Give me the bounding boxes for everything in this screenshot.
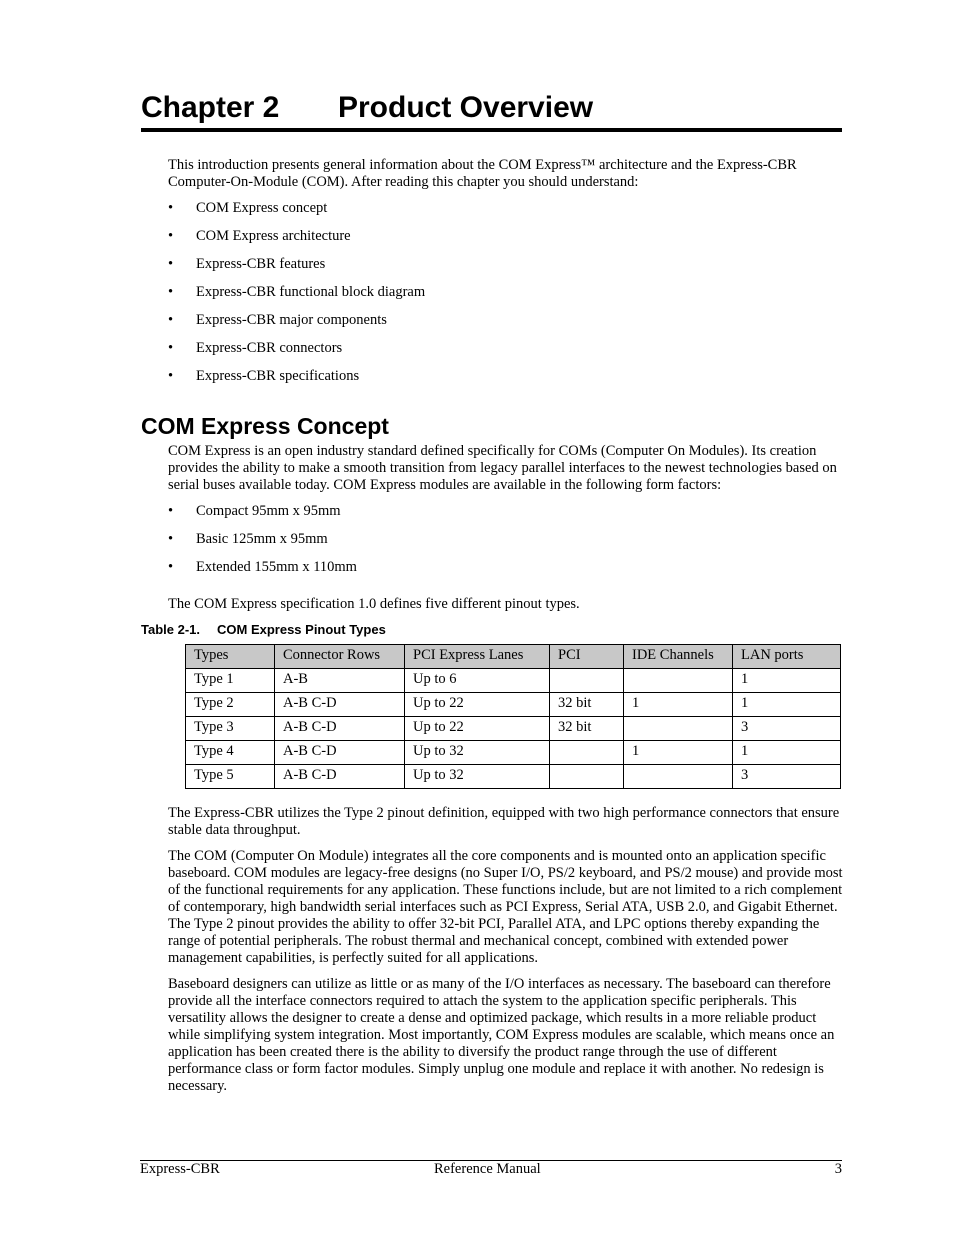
bullet-icon: •	[168, 284, 174, 300]
table-caption	[141, 622, 844, 638]
table-cell: A-B C-D	[275, 765, 405, 789]
table-caption-number: Table 2-1.	[141, 622, 201, 637]
table-cell: 32 bit	[550, 717, 624, 741]
column-header: Types	[186, 645, 275, 669]
table-row	[186, 741, 841, 765]
table-cell: Type 1	[186, 669, 275, 693]
table-cell: Type 5	[186, 765, 275, 789]
table-cell	[550, 669, 624, 693]
table-cell: 3	[733, 765, 841, 789]
table-row	[186, 765, 841, 789]
table-cell: 1	[733, 741, 841, 765]
body-paragraph: Baseboard designers can utilize as little or as many of the I/O interfaces as necessary. The baseboard can therefore provide all the interface connectors required to attach the system to the application specific peripherals. This versatility allows the designer to create a dense and optimized package, which results in a more reliable product while simplifying system integration. Most importantly, COM Express modules are scalable, which means once an application has been created there is the ability to diversify the product range through the use of different performance class or form factor modules. Simply unplug one module and replace it with another. No redesign is necessary.	[168, 976, 835, 1094]
list-item: • Compact 95mm x 95mm	[168, 503, 341, 519]
bullet-icon: •	[168, 228, 174, 244]
table-cell	[624, 669, 733, 693]
table-cell: 32 bit	[550, 693, 624, 717]
section-paragraph: COM Express is an open industry standard defined specifically for COMs (Computer On Modules). Its creation provides the ability to make a smooth transition from legacy parallel interfaces to the newest technologies based on serial buses available today. COM Express modules are available in the following form factors:	[168, 443, 837, 493]
table-cell: Up to 22	[405, 717, 550, 741]
column-header: PCI	[550, 645, 624, 669]
list-item: • Extended 155mm x 110mm	[168, 559, 357, 575]
table-cell: 1	[733, 693, 841, 717]
table-cell: Up to 32	[405, 741, 550, 765]
table-cell: A-B	[275, 669, 405, 693]
table-cell: 1	[624, 741, 733, 765]
list-item: • COM Express concept	[168, 200, 328, 216]
intro-bullet-list	[168, 200, 844, 396]
bullet-icon: •	[168, 368, 174, 384]
list-item: • Express-CBR features	[168, 256, 326, 272]
table-header-row	[186, 645, 841, 669]
table-cell	[624, 765, 733, 789]
list-item: • Basic 125mm x 95mm	[168, 531, 328, 547]
table-row	[186, 669, 841, 693]
list-item: • Express-CBR specifications	[168, 368, 360, 384]
table-cell: 1	[733, 669, 841, 693]
table-cell: A-B C-D	[275, 717, 405, 741]
footer-product-name: Express-CBR	[140, 1161, 220, 1177]
list-item: • Express-CBR connectors	[168, 340, 343, 356]
footer-document-title: Reference Manual	[434, 1161, 541, 1177]
list-item: • Express-CBR functional block diagram	[168, 284, 426, 300]
table-caption-title: COM Express Pinout Types	[217, 622, 386, 637]
list-item: • COM Express architecture	[168, 228, 351, 244]
footer-page-number: 3	[834, 1161, 842, 1177]
table-cell: Up to 6	[405, 669, 550, 693]
body-paragraph: The COM (Computer On Module) integrates all the core components and is mounted onto an application specific baseboard. COM modules are legacy-free designs (no Super I/O, PS/2 keyboard, and PS/2 mouse) and provide most of the functional requirements for any application. These functions include, but are not limited to a rich complement of contemporary, high bandwidth serial interfaces such as PCI Express, Serial ATA, USB 2.0, and Gigabit Ethernet. The Type 2 pinout provides the ability to offer 32-bit PCI, Parallel ATA, and LPC options thereby expanding the range of potential peripherals. The robust thermal and mechanical concept, combined with extended power management capabilities, is perfectly suited for all applications.	[168, 848, 843, 966]
bullet-icon: •	[168, 559, 174, 575]
chapter-title	[141, 88, 842, 132]
table-cell	[624, 717, 733, 741]
bullet-icon: •	[168, 312, 174, 328]
table-cell: A-B C-D	[275, 693, 405, 717]
table-cell: Type 3	[186, 717, 275, 741]
pinout-types-table	[185, 644, 841, 789]
body-paragraph: The Express-CBR utilizes the Type 2 pinout definition, equipped with two high performance connectors that ensure stable data throughput.	[168, 805, 840, 838]
table-row	[186, 693, 841, 717]
column-header: IDE Channels	[624, 645, 733, 669]
column-header: LAN ports	[733, 645, 841, 669]
table-cell: Up to 22	[405, 693, 550, 717]
table-cell: Up to 32	[405, 765, 550, 789]
column-header: Connector Rows	[275, 645, 405, 669]
table-cell: 3	[733, 717, 841, 741]
column-header: PCI Express Lanes	[405, 645, 550, 669]
section-paragraph: The COM Express specification 1.0 defines five different pinout types.	[168, 596, 580, 612]
page-footer	[140, 1161, 842, 1179]
table-cell	[550, 765, 624, 789]
section-heading: COM Express Concept	[141, 413, 389, 439]
table-cell: A-B C-D	[275, 741, 405, 765]
list-item: • Express-CBR major components	[168, 312, 387, 328]
form-factor-list	[168, 503, 844, 587]
table-row	[186, 717, 841, 741]
page-body	[141, 157, 844, 1104]
bullet-icon: •	[168, 503, 174, 519]
table-cell	[550, 741, 624, 765]
bullet-icon: •	[168, 340, 174, 356]
chapter-number: Chapter 2	[141, 91, 280, 124]
table-cell: Type 4	[186, 741, 275, 765]
bullet-icon: •	[168, 200, 174, 216]
chapter-name: Product Overview	[338, 91, 594, 124]
table-cell: Type 2	[186, 693, 275, 717]
bullet-icon: •	[168, 531, 174, 547]
intro-paragraph: This introduction presents general information about the COM Express™ architecture and the Express-CBR Computer-On-Module (COM). After reading this chapter you should understand:	[168, 157, 797, 190]
table-cell: 1	[624, 693, 733, 717]
bullet-icon: •	[168, 256, 174, 272]
